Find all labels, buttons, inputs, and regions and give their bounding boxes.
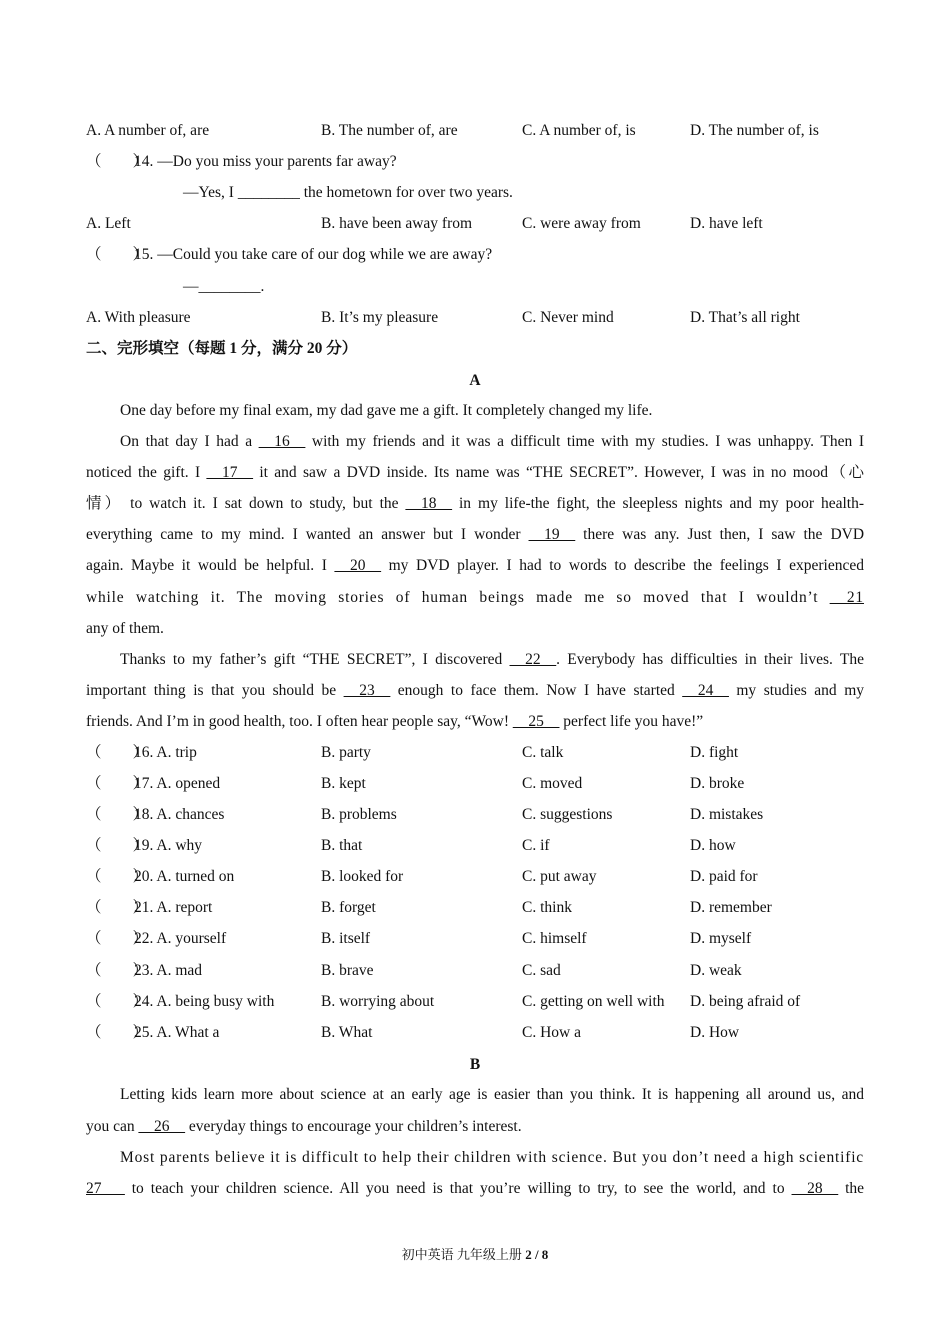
passage-a-line: On that day I had a __16__ with my friends and it was a difficult time with my studies. I was unhappy. Then I [120,433,864,450]
answer-paren[interactable]: （ ） [86,806,149,823]
passage-a-heading: A [469,372,481,389]
cloze-option: C. getting on well with [522,993,665,1010]
blank-28[interactable]: __28__ [791,1180,839,1197]
q15-reply: —________. [183,278,265,295]
cloze-option: D. broke [690,775,745,792]
cloze-option: C. talk [522,744,564,761]
cloze-option: B. party [321,744,371,761]
answer-paren[interactable]: （ ） [86,775,149,792]
passage-a-line: noticed the gift. I __17__ it and saw a DVD inside. Its name was “THE SECRET”. However, I was in no mood（心 [86,464,864,481]
blank-25[interactable]: __25__ [512,713,560,730]
cloze-option: C. How a [522,1024,581,1041]
cloze-row: （ ）24. A. being busy with [86,993,275,1010]
q15-option-c: C. Never mind [522,309,614,326]
q14-option-a: A. Left [86,215,131,232]
cloze-row: （ ）17. A. opened [86,775,221,792]
cloze-option: B. worrying about [321,993,435,1010]
q15-stem: 15. —Could you take care of our dog while we are away? [134,246,493,263]
answer-paren[interactable]: （ ） [86,744,149,761]
cloze-option: D. remember [690,899,772,916]
cloze-option: C. think [522,899,572,916]
q15-option-a: A. With pleasure [86,309,191,326]
q14-stem-line [86,152,397,172]
answer-paren[interactable]: （ ） [86,962,149,979]
blank-22[interactable]: __22__ [509,651,557,668]
cloze-option: D. how [690,837,736,854]
q13-option-a: A. A number of, are [86,122,210,139]
cloze-option: B. brave [321,962,374,979]
passage-a-line: again. Maybe it would be helpful. I __20__ my DVD player. I had to words to describe the feelings I experienced [86,557,865,574]
passage-b-line: Letting kids learn more about science at an early age is easier than you think. It is happening all around us, and [120,1086,864,1103]
q14-stem: 14. —Do you miss your parents far away? [134,153,397,170]
cloze-option: C. sad [522,962,561,979]
passage-b-heading: B [469,1056,481,1073]
cloze-option: B. that [321,837,363,854]
passage-b-line: 27___ to teach your children science. All you need is that you’re willing to try, to see the world, and to __28__ the [86,1180,865,1197]
cloze-row: （ ）23. A. mad [86,962,203,979]
cloze-row: （ ）21. A. report [86,899,213,916]
passage-a-line: any of them. [86,620,164,637]
cloze-option: B. problems [321,806,397,823]
cloze-row: （ ）20. A. turned on [86,868,235,885]
passage-a-p1: One day before my final exam, my dad gave me a gift. It completely changed my life. [120,402,653,419]
cloze-option: B. kept [321,775,366,792]
q13-option-d: D. The number of, is [690,122,819,139]
cloze-option: D. being afraid of [690,993,801,1010]
cloze-option: D. mistakes [690,806,764,823]
passage-a-line: friends. And I’m in good health, too. I often hear people say, “Wow! __25__ perfect life you have!” [86,713,704,730]
passage-a-line: Thanks to my father’s gift “THE SECRET”, I discovered __22__. Everybody has difficulties in their lives. The [120,651,865,668]
cloze-option: D. paid for [690,868,758,885]
q14-reply: —Yes, I ________ the hometown for over two years. [183,184,513,201]
section-title: 二、完形填空（每题 1 分，满分 20 分） [86,340,358,357]
answer-paren[interactable]: （ ） [86,1024,149,1041]
blank-27[interactable]: 27___ [86,1180,125,1197]
answer-paren[interactable]: （ ） [86,930,149,947]
answer-paren[interactable]: （ ） [86,246,149,263]
passage-a-line: 情） to watch it. I sat down to study, but the __18__ in my life-the fight, the sleepless nights and my poor health- [86,495,865,512]
cloze-row: （ ）22. A. yourself [86,930,227,947]
passage-a-line: important thing is that you should be __23__ enough to face them. Now I have started __24__ my studies and my [86,682,865,699]
cloze-option: D. myself [690,930,752,947]
blank-26[interactable]: __26__ [138,1118,186,1135]
cloze-option: D. How [690,1024,740,1041]
q14-option-b: B. have been away from [321,215,473,232]
cloze-option: B. itself [321,930,371,947]
passage-a-line: while watching it. The moving stories of human beings made me so moved that I wouldn’t __21 [86,589,864,606]
blank-19[interactable]: __19__ [528,526,576,543]
cloze-option: C. moved [522,775,583,792]
cloze-option: D. weak [690,962,742,979]
answer-paren[interactable]: （ ） [86,153,149,170]
cloze-option: C. put away [522,868,597,885]
cloze-row: （ ）18. A. chances [86,806,225,823]
footer-title: 初中英语 九年级上册 [401,1247,526,1262]
cloze-row: （ ）19. A. why [86,837,203,854]
blank-21[interactable]: __21 [829,589,864,606]
q15-stem-line [86,245,492,265]
passage-a-line: everything came to my mind. I wanted an answer but I wonder __19__ there was any. Just then, I saw the DVD [86,526,865,543]
answer-paren[interactable]: （ ） [86,868,149,885]
cloze-row: （ ）16. A. trip [86,744,197,761]
page-number: 2 / 8 [525,1247,549,1262]
q14-option-c: C. were away from [522,215,641,232]
blank-20[interactable]: __20__ [334,557,382,574]
passage-b-line: Most parents believe it is difficult to help their children with science. But you don’t need a high scientific [120,1149,864,1166]
blank-24[interactable]: __24__ [682,682,729,699]
blank-16[interactable]: __16__ [258,433,306,450]
cloze-option: B. looked for [321,868,404,885]
q14-option-d: D. have left [690,215,763,232]
answer-paren[interactable]: （ ） [86,837,149,854]
blank-23[interactable]: __23__ [343,682,391,699]
q13-option-c: C. A number of, is [522,122,636,139]
cloze-option: D. fight [690,744,739,761]
answer-paren[interactable]: （ ） [86,993,149,1010]
q15-option-d: D. That’s all right [690,309,800,326]
q13-option-b: B. The number of, are [321,122,458,139]
cloze-option: C. himself [522,930,587,947]
answer-paren[interactable]: （ ） [86,899,149,916]
cloze-row: （ ）25. A. What a [86,1024,220,1041]
cloze-option: C. if [522,837,550,854]
q15-option-b: B. It’s my pleasure [321,309,439,326]
cloze-option: B. What [321,1024,373,1041]
cloze-option: B. forget [321,899,376,916]
passage-b-line: you can __26__ everyday things to encourage your children’s interest. [86,1118,522,1135]
blank-17[interactable]: __17__ [206,464,253,481]
cloze-option: C. suggestions [522,806,613,823]
page-footer [0,1246,950,1264]
blank-18[interactable]: __18__ [405,495,453,512]
